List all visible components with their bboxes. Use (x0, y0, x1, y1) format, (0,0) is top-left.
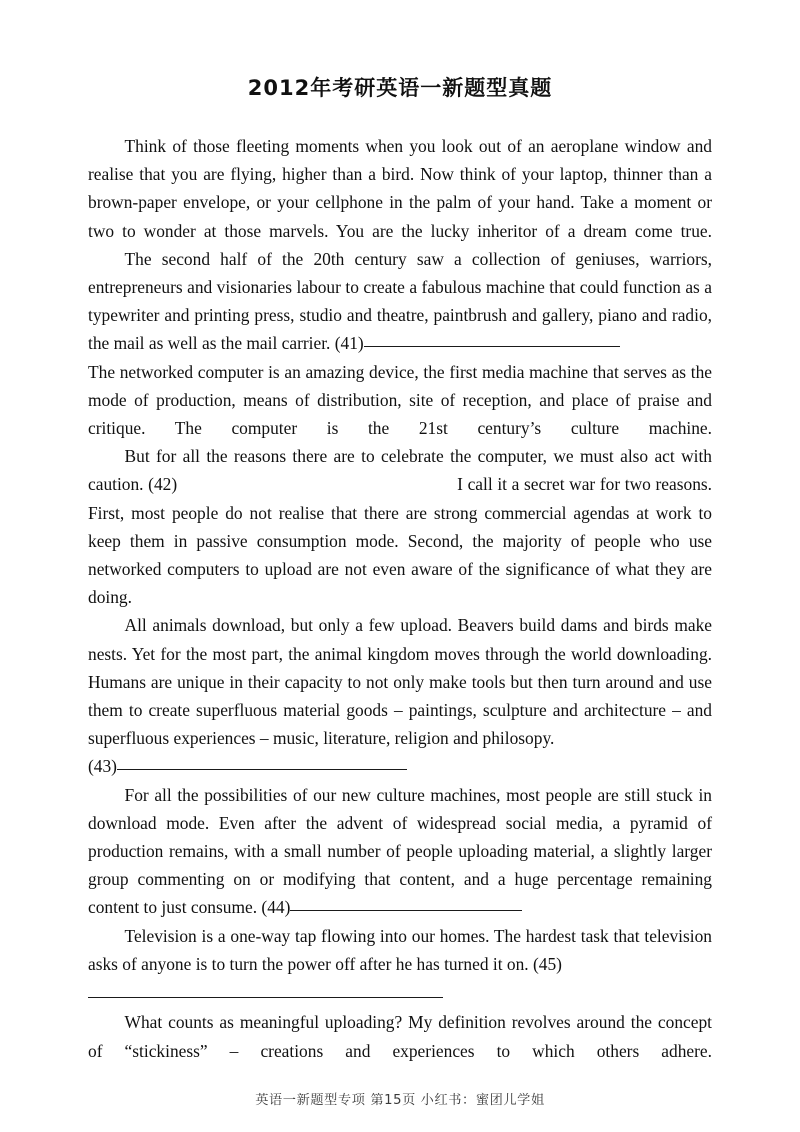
paragraph-6-text: Television is a one-way tap flowing into our homes. The hardest task that television asks of anyone is to turn the power off after he has turned it on. (45) (88, 925, 712, 974)
paragraph-2-before-blank-41 (88, 245, 712, 358)
paragraph-4-text: All animals download, but only a few upload. Beavers build dams and birds make nests. Yet for the most part, the animal kingdom moves through the world downloading. Humans are unique in their capacity to not only make tools but then turn around and use them to create superfluous material goods – paintings, sculpture and architecture – and superfluous experiences – music, literature, religion and philosopy. (88, 615, 712, 749)
paragraph-2-text: The second half of the 20th century saw a collection of geniuses, warriors, entrepreneurs and visionaries labour to create a fabulous machine that could function as a typewriter and printing press, studio and theatre, paintbrush and gallery, piano and radio, the mail as well as the mail carrier. (41) (88, 248, 712, 354)
answer-blank-44[interactable] (290, 895, 522, 911)
paragraph-7 (88, 1008, 712, 1064)
page-footer: 英语一新题型专项 第15页 小红书：蜜团儿学姐 (255, 1093, 545, 1108)
paragraph-3-before-blank-42 (88, 442, 712, 611)
paragraph-3-text: But for all the reasons there are to celebrate the computer, we must also act with caution. (42) (88, 446, 712, 495)
paragraph-1 (88, 132, 712, 245)
page-title: 2012年考研英语一新题型真题 (247, 76, 553, 100)
paragraph-3-continuation-text: I call it a secret war for two reasons. First, most people do not realise that there are strong commercial agendas at work to keep them in passive consumption mode. Second, the majority of people who use networked computers to upload are not even aware of the significance of what they are doing. (88, 474, 712, 608)
paragraph-2-after-blank-41 (88, 358, 712, 443)
paragraph-7-text: What counts as meaningful uploading? My definition revolves around the concept of “stickiness” – creations and experiences to which others adhere. (88, 1012, 712, 1061)
answer-blank-42[interactable] (177, 473, 457, 490)
paragraph-5-text: For all the possibilities of our new culture machines, most people are still stuck in download mode. Even after the advent of widespread social media, a pyramid of production remains, with a small number of people uploading material, a slightly larger group commenting on or modifying that content, and a huge percentage remaining content to just consume. (44) (88, 784, 712, 918)
answer-blank-43-label: (43) (88, 756, 117, 777)
paragraph-6-before-blank-45 (88, 922, 712, 1009)
answer-blank-45[interactable] (88, 982, 443, 998)
document-body (0, 132, 800, 1065)
answer-blank-43[interactable] (117, 754, 407, 770)
paragraph-4-blank-row (88, 752, 712, 780)
paragraph-2-continuation-text: The networked computer is an amazing device, the first media machine that serves as the mode of production, means of distribution, site of reception, and place of praise and critique. The computer is the 21st century’s culture machine. (88, 361, 712, 439)
answer-blank-45-row (88, 980, 712, 1008)
answer-blank-41[interactable] (364, 331, 620, 347)
paragraph-1-text: Think of those fleeting moments when you look out of an aeroplane window and realise that you are flying, higher than a bird. Now think of your laptop, thinner than a brown-paper envelope, or your cellphone in the palm of your hand. Take a moment or two to wonder at those marvels. You are the lucky inheritor of a dream come true. (88, 136, 712, 241)
paragraph-4 (88, 611, 712, 752)
paragraph-5-before-blank-44 (88, 781, 712, 922)
